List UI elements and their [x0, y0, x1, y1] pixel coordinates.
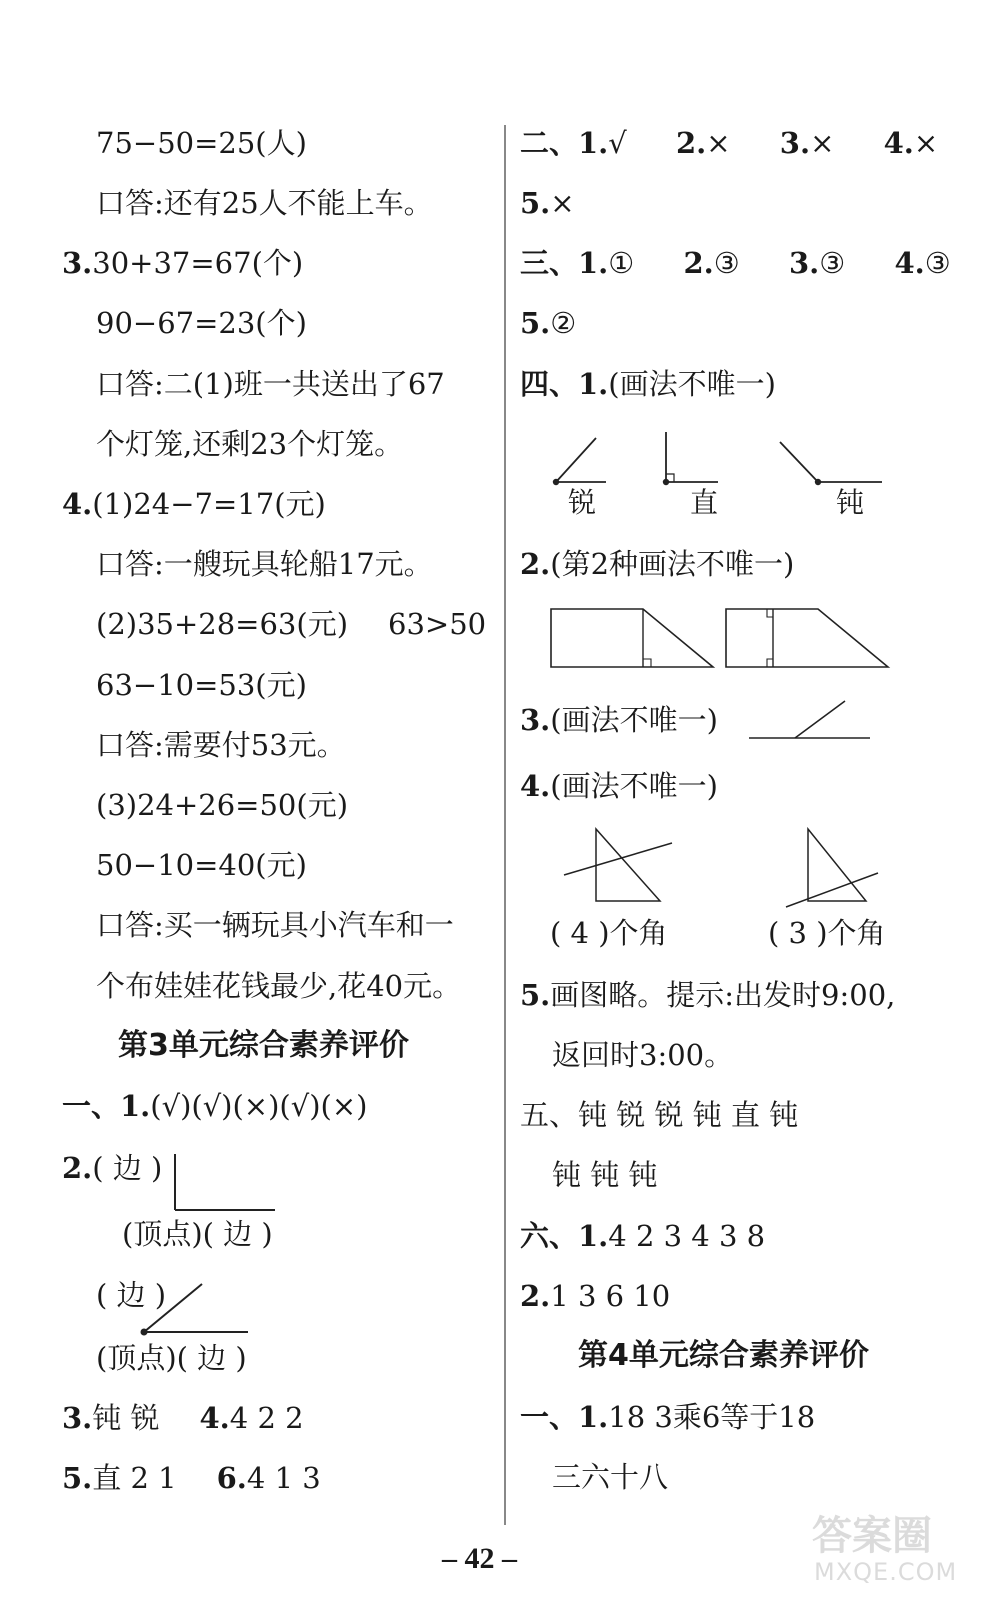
answer-text: 口答:还有25人不能上车。 — [96, 186, 433, 220]
column-divider — [504, 125, 506, 1525]
trapezoid-figures — [548, 606, 893, 672]
part4-q1: 四、1.(画法不唯一) — [520, 367, 776, 401]
part6-q2: 2.1 3 6 10 — [520, 1279, 671, 1313]
unit3-q2-labels1: (顶点)( 边 ) — [122, 1217, 273, 1251]
triangle-cut-figures — [560, 825, 890, 915]
q3-line2: 90−67=23(个) — [96, 306, 307, 340]
triangle-answer-3: ( 3 )个角 — [768, 916, 886, 950]
unit3-q2-num: 2.( 边 ) — [62, 1151, 163, 1185]
angle-line-figure — [745, 698, 875, 742]
q4-line5: 50−10=40(元) — [96, 848, 307, 882]
part5: 五、钝 锐 锐 钝 直 钝 — [520, 1098, 799, 1132]
q4-line3: 63−10=53(元) — [96, 668, 307, 702]
part2-q5: 5.× — [520, 186, 575, 220]
unit3-q2-label-edge: ( 边 ) — [96, 1278, 167, 1312]
acute-angle-figure — [136, 1280, 256, 1340]
section-heading-unit3: 第3单元综合素养评价 — [118, 1028, 409, 1063]
q4-answer1: 口答:一艘玩具轮船17元。 — [96, 547, 433, 581]
part2-q1-4: 二、1.√ 2.× 3.× 4.× — [520, 126, 939, 160]
page-number: – 42 – — [442, 1542, 517, 1575]
q4-line: 4.(1)24−7=17(元) — [62, 487, 326, 521]
triangle-answer-4: ( 4 )个角 — [550, 916, 668, 950]
three-angles-figure — [548, 428, 888, 490]
part3-q1-4: 三、1.① 2.③ 3.③ 4.③ — [520, 246, 951, 280]
part4-q2: 2.(第2种画法不唯一) — [520, 547, 795, 581]
line-75-50: 75−50=25(人) — [96, 126, 307, 160]
angle-label-acute: 锐 — [568, 486, 597, 519]
q4-answer3-cont: 个布娃娃花钱最少,花40元。 — [96, 969, 462, 1003]
unit4-q1-cont: 三六十八 — [552, 1460, 669, 1494]
unit3-q1: 一、1.(√)(√)(×)(√)(×) — [62, 1089, 368, 1123]
part3-q5: 5.② — [520, 306, 577, 340]
q3-answer-cont: 个灯笼,还剩23个灯笼。 — [96, 427, 404, 461]
q3-line: 3.30+37=67(个) — [62, 246, 304, 280]
watermark-logo: 答案圈 MXQE.COM — [812, 1513, 958, 1586]
part6-q1: 六、1.4 2 3 4 3 8 — [520, 1219, 766, 1253]
angle-label-right: 直 — [690, 486, 719, 519]
unit4-q1: 一、1.18 3乘6等于18 — [520, 1400, 816, 1434]
q4-line2: (2)35+28=63(元) 63>50 — [96, 607, 487, 641]
q4-answer2: 口答:需要付53元。 — [96, 728, 346, 762]
part4-q3: 3.(画法不唯一) — [520, 703, 718, 737]
unit3-q5-q6: 5.直 2 1 6.4 1 3 — [62, 1461, 321, 1495]
section-heading-unit4: 第4单元综合素养评价 — [578, 1338, 869, 1373]
right-angle-figure — [165, 1152, 285, 1214]
part4-q5: 5.画图略。提示:出发时9:00, — [520, 978, 896, 1012]
part4-q5-cont: 返回时3:00。 — [552, 1038, 734, 1072]
unit3-q3-q4: 3.钝 锐 4.4 2 2 — [62, 1401, 304, 1435]
q4-line4: (3)24+26=50(元) — [96, 788, 349, 822]
part5-cont: 钝 钝 钝 — [552, 1158, 658, 1192]
part4-q4: 4.(画法不唯一) — [520, 769, 718, 803]
angle-label-obtuse: 钝 — [836, 486, 865, 519]
q4-answer3: 口答:买一辆玩具小汽车和一 — [96, 908, 454, 942]
unit3-q2-labels2: (顶点)( 边 ) — [96, 1341, 247, 1375]
q3-answer: 口答:二(1)班一共送出了67 — [96, 367, 445, 401]
